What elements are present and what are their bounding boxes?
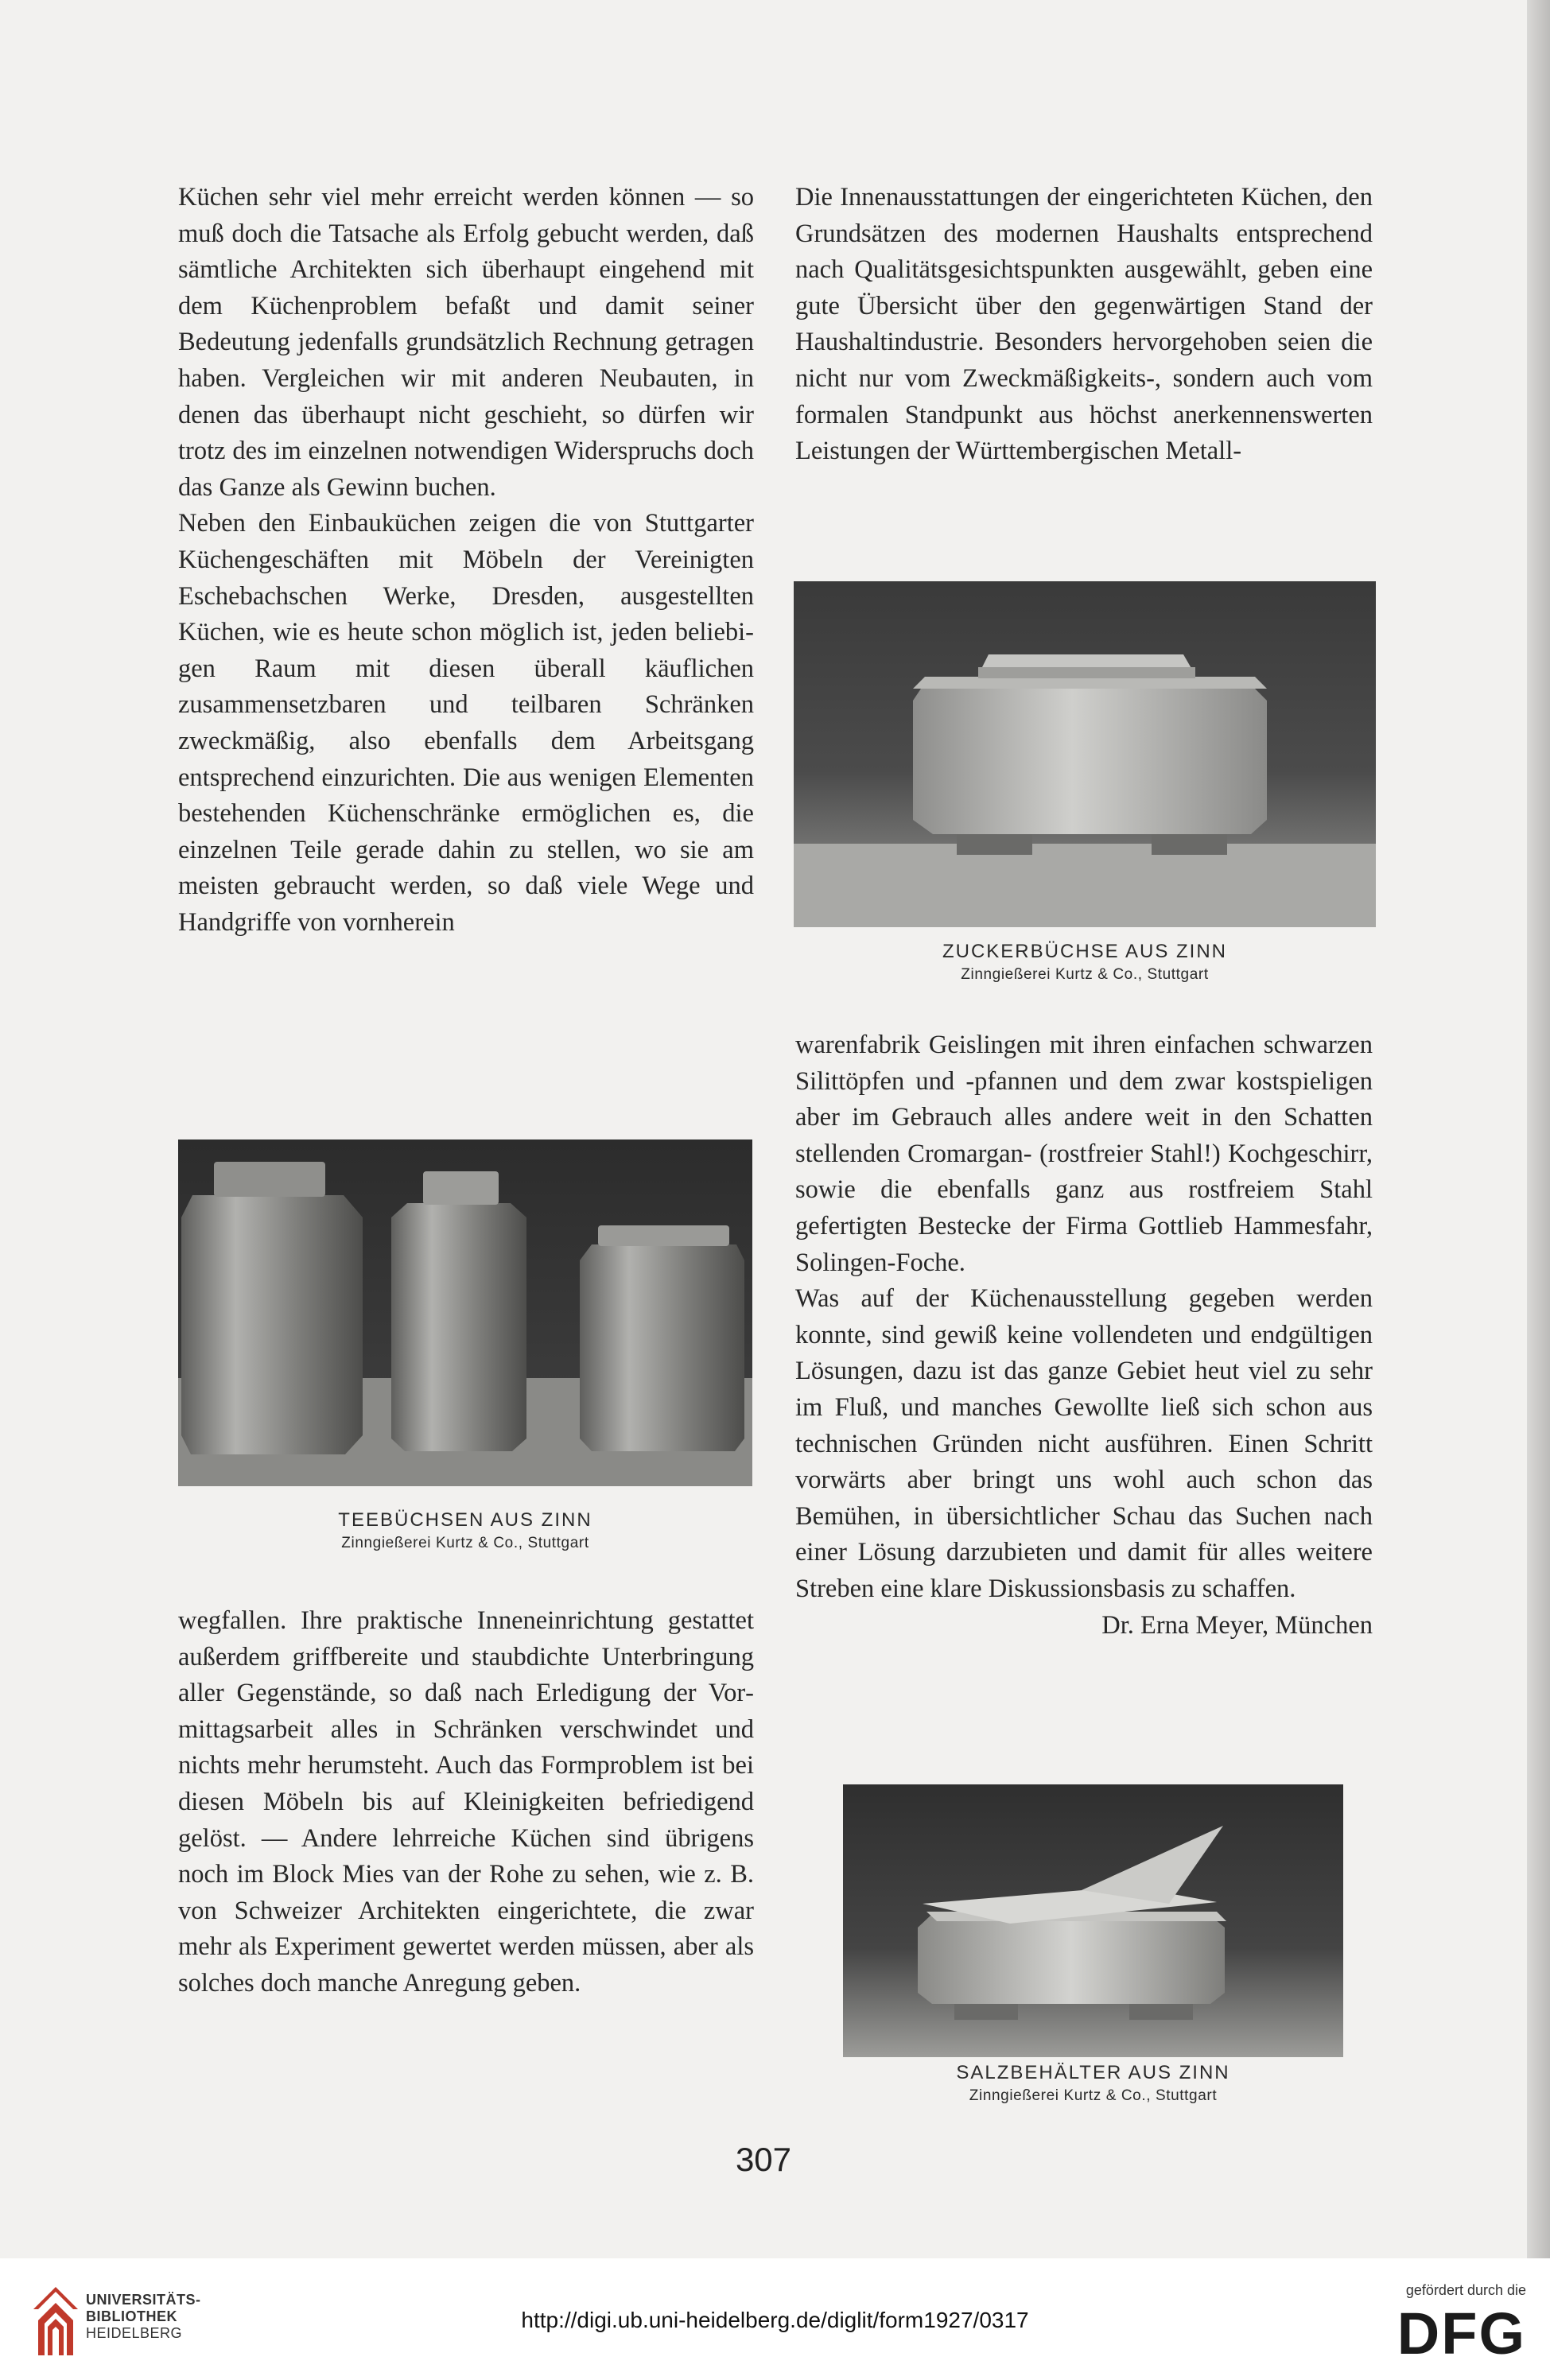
caption-credit: Zinngießerei Kurtz & Co., Stuttgart xyxy=(341,1535,589,1551)
caption-tea-caddies xyxy=(178,1508,752,1555)
caption-title: TEEBÜCHSEN AUS ZINN xyxy=(338,1509,592,1531)
funding-note: gefördert durch die xyxy=(1405,2282,1526,2298)
caption-title: SALZBEHÄLTER AUS ZINN xyxy=(956,2062,1230,2083)
photo-tea-caddies xyxy=(178,1140,752,1486)
paragraph: warenfabrik Geislingen mit ihren einfachen schwarzen Silittöpfen und -pfannen und dem zwar kostspieligen aber im Gebrauch alles andere weit in den Schatten stellenden Cromargan- (rostfreier Stahl!) Kochgeschirr, sowie die ebenfalls ganz aus rostfreiem Stahl gefertigten Bestecke der Firma Gottlieb Hammesfahr, Solingen-Foche. xyxy=(795,1031,1373,1277)
caption-salt-container xyxy=(843,2061,1343,2107)
library-line-3: HEIDELBERG xyxy=(86,2325,183,2341)
paragraph: Die Innenausstattungen der eingerichteten Küchen, den Grundsätzen des modernen Haushalts entsprechend nach Qualitätsgesichtspunkten ausgewählt, geben eine gute Übersicht über den gegenwärtigen Stand der Haushaltindustrie. Besonders hervorgehoben seien die nicht nur vom Zweckmäßigkeits-, sondern auch vom formalen Standpunkt aus höchst anerkennenswerten Leistungen der Württembergischen Metall- xyxy=(795,183,1373,466)
caption-sugar-box xyxy=(794,940,1376,986)
left-column-top-text xyxy=(178,180,754,941)
author-signature: Dr. Erna Meyer, München xyxy=(1101,1610,1373,1640)
left-column-bottom-text xyxy=(178,1603,754,2002)
right-column-middle-text xyxy=(795,1027,1373,1644)
scan-page-edge xyxy=(1527,0,1550,2380)
paragraph: Neben den Einbauküchen zeigen die von Stuttgarter Küchengeschäften mit Möbeln der Vereinigten Eschebachschen Werke, Dresden, ausgestellten Küchen, wie es heute schon möglich ist, jeden beliebigen Raum mit diesen überall käuflichen zusammensetzbaren und teilbaren Schränken zweckmäßig, also ebenfalls dem Arbeitsgang entsprechend einzurichten. Die aus wenigen Elementen bestehenden Küchenschränke ermöglichen es, die einzelnen Teile gerade dahin zu stellen, wo sie am meisten gebraucht werden, so daß viele Wege und Handgriffe von vornherein xyxy=(178,509,754,937)
photo-sugar-box xyxy=(794,581,1376,927)
right-column-top-text xyxy=(795,180,1373,470)
photo-salt-container xyxy=(843,1784,1343,2057)
paragraph: wegfallen. Ihre praktische Inneneinrichtung gestattet außerdem griffbereite und staubdichte Unterbringung aller Gegenstände, so daß nach Erledigung der Vormittagsarbeit alles in Schränken verschwindet und nichts mehr herumsteht. Auch das Formproblem ist bei diesen Möbeln bis auf Kleinigkeiten befriedigend gelöst. — Andere lehrreiche Küchen sind übrigens noch im Block Mies van der Rohe zu sehen, wie z. B. von Schweizer Architekten eingerichtete, die zwar mehr als Experiment gewertet werden müssen, aber als solches doch manche Anregung geben. xyxy=(178,1606,754,1998)
paragraph: Was auf der Küchenausstellung gegeben werden konnte, sind gewiß keine vollendeten und endgültigen Lösungen, dazu ist das ganze Gebiet heut viel zu sehr im Fluß, und manches Gewollte ließ sich schon aus technischen Gründen nicht ausführen. Einen Schritt vorwärts aber bringt uns wohl auch schon das Bemühen, in übersichtlicher Schau das Suchen nach einer Lösung darzubieten und damit für alles weitere Streben eine klare Diskussionsbasis zu schaffen. xyxy=(795,1284,1373,1603)
paragraph: Küchen sehr viel mehr erreicht werden können — so muß doch die Tatsache als Erfolg gebucht werden, daß sämtliche Architekten sich überhaupt eingehend mit dem Küchenproblem befaßt und damit seiner Bedeutung jedenfalls grundsätzlich Rechnung getragen haben. Vergleichen wir mit anderen Neubauten, in denen das überhaupt nicht geschieht, so dürfen wir trotz des im einzelnen notwendigen Widerspruchs doch das Ganze als Gewinn buchen. xyxy=(178,183,754,502)
footer-bar xyxy=(0,2258,1550,2380)
page-number: 307 xyxy=(735,2141,792,2178)
caption-title: ZUCKERBÜCHSE AUS ZINN xyxy=(942,941,1228,962)
source-url-link[interactable]: http://digi.ub.uni-heidelberg.de/diglit/form1927/0317 xyxy=(521,2308,1029,2332)
library-line-2: BIBLIOTHEK xyxy=(86,2308,177,2324)
dfg-logo: DFG xyxy=(1397,2300,1526,2366)
caption-credit: Zinngießerei Kurtz & Co., Stuttgart xyxy=(961,966,1209,983)
library-line-1: UNIVERSITÄTS- xyxy=(86,2292,201,2308)
caption-credit: Zinngießerei Kurtz & Co., Stuttgart xyxy=(969,2087,1218,2104)
